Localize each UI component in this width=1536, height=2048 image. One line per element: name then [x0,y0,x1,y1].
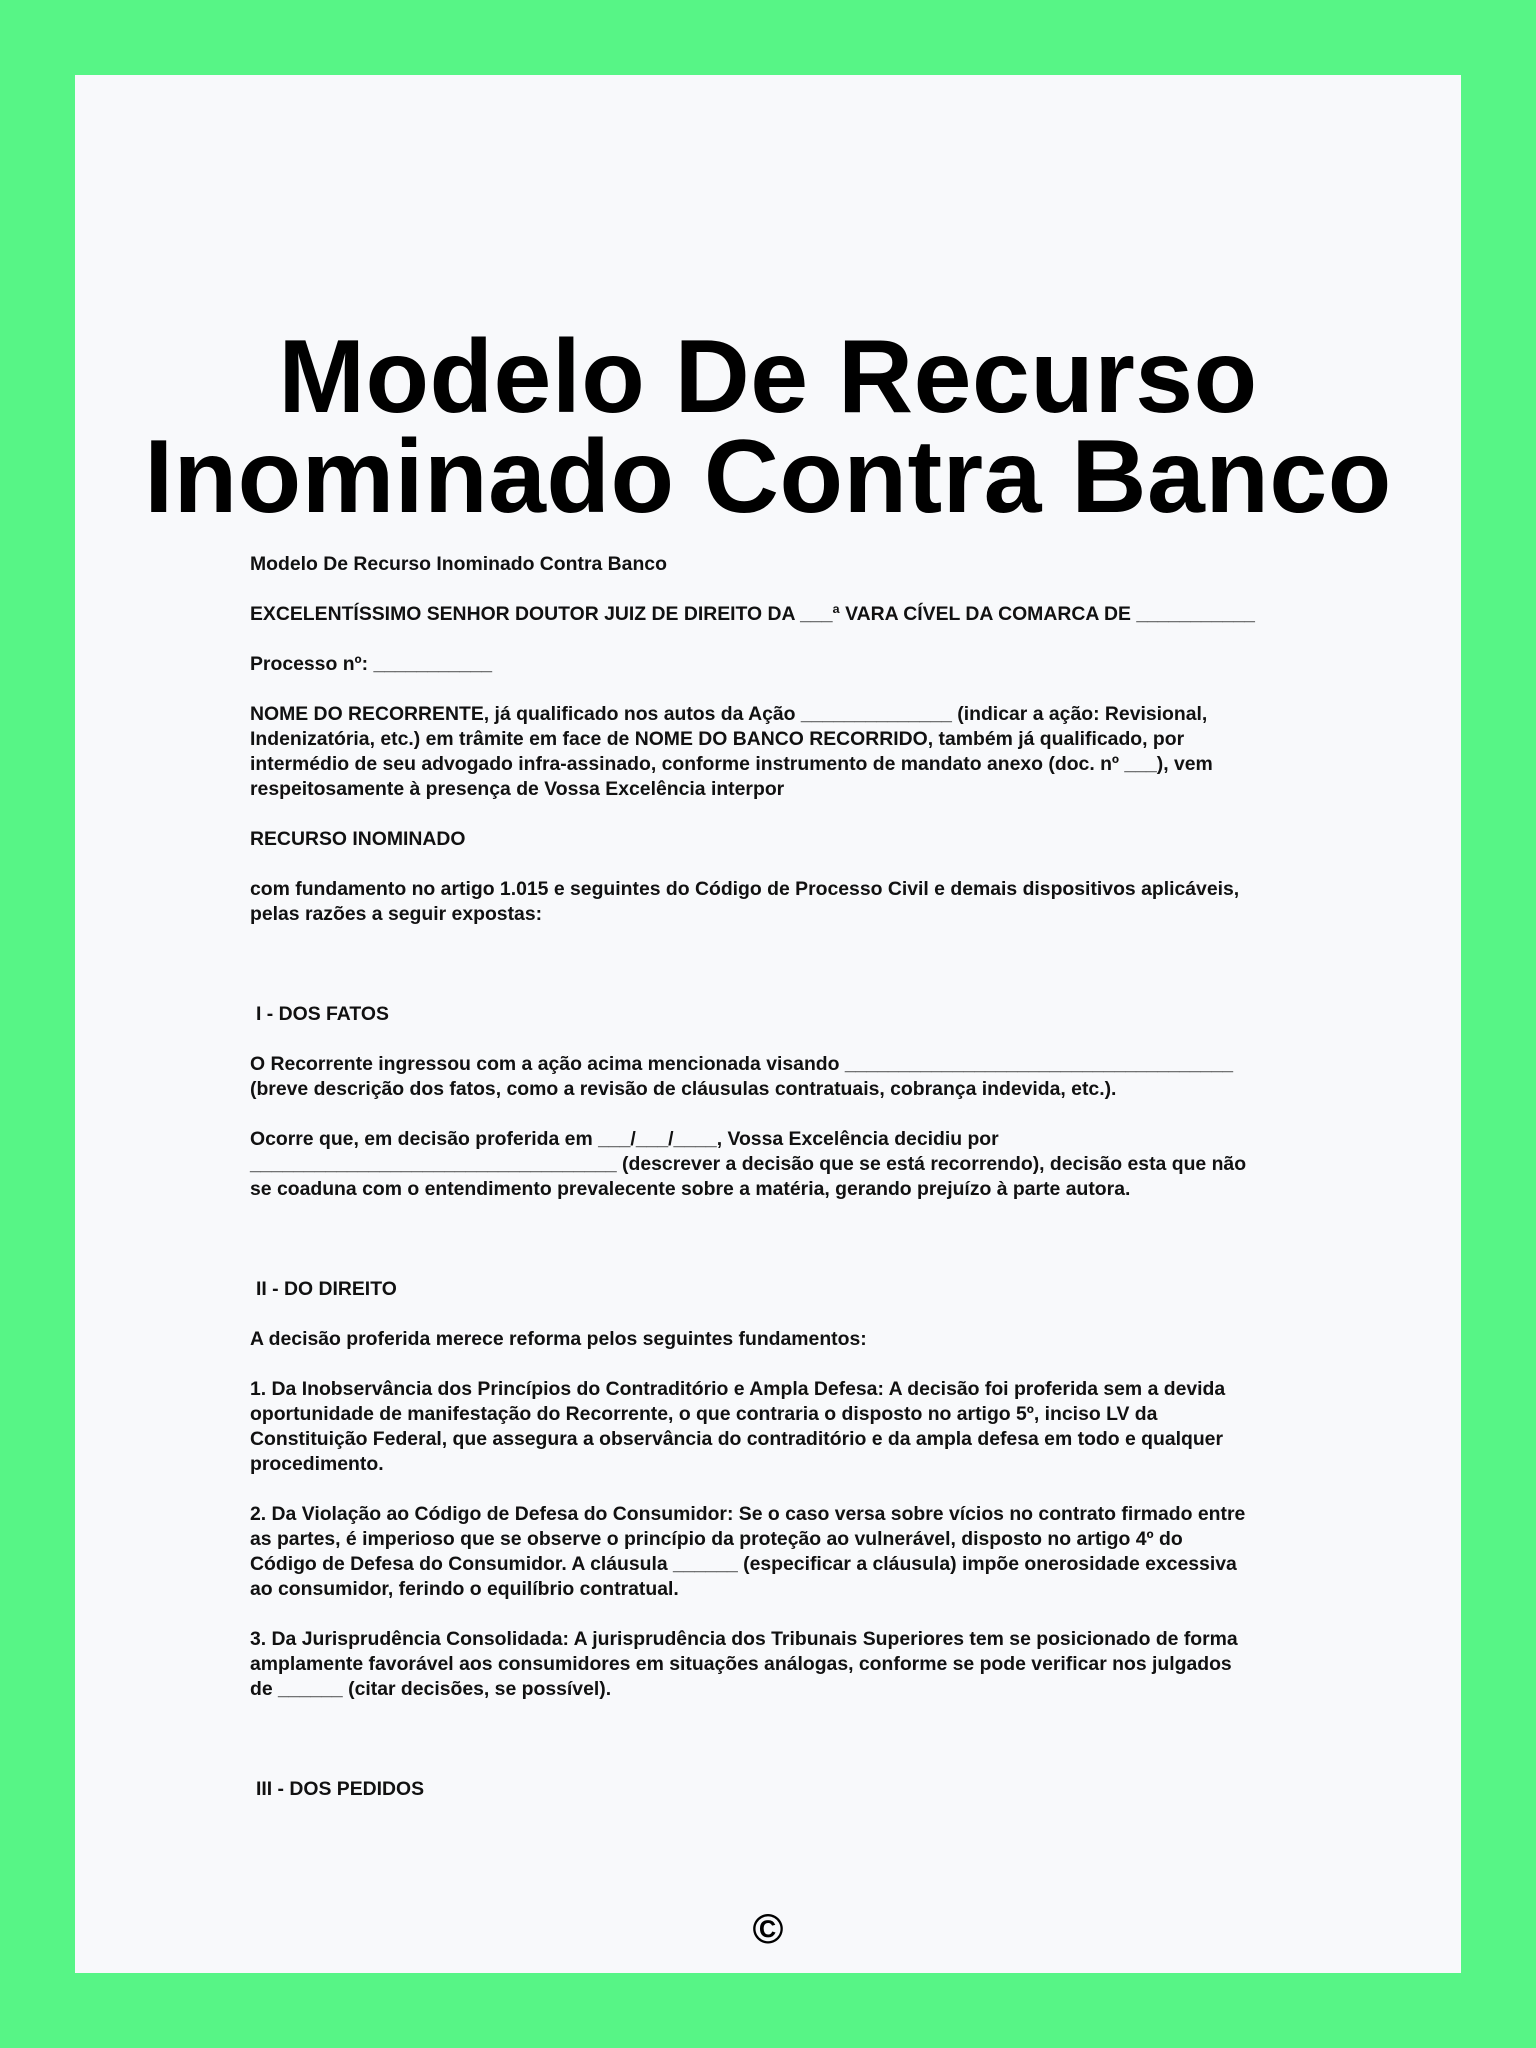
intro-paragraph: NOME DO RECORRENTE, já qualificado nos autos da Ação ______________ (indicar a ação: Revisional, Indenizatória, etc.) em trâmite em face de NOME DO BANCO RECORRIDO, também já qualificado, por intermédio de seu advogado infra-assinado, conforme instrumento de mandato anexo (doc. nº ___), vem respeitosamente à presença de Vossa Excelência interpor [250,703,1213,800]
section-heading-direito: II - DO DIREITO [256,1278,397,1300]
title-line-2: Inominado Contra Banco [144,419,1392,535]
document-page [75,75,1461,1973]
direito-item-2: 2. Da Violação ao Código de Defesa do Consumidor: Se o caso versa sobre vícios no contrato firmado entre as partes, é imperioso que se observe o princípio da proteção ao vulnerável, disposto no artigo 4º do Código de Defesa do Consumidor. A cláusula ______ (especificar a cláusula) impõe onerosidade excessiva ao consumidor, ferindo o equilíbrio contratual. [250,1503,1246,1600]
title-line-1: Modelo De Recurso [278,319,1258,435]
fatos-paragraph-1: O Recorrente ingressou com a ação acima mencionada visando ____________________________________ (breve descrição dos fatos, como a revisão de cláusulas contratuais, cobrança indevida, etc.). [250,1053,1234,1100]
fatos-paragraph-2: Ocorre que, em decisão proferida em ___/___/____, Vossa Excelência decidiu por __________________________________ (descrever a decisão que se está recorrendo), decisão esta que não se coaduna com o entendimento prevalecente sobre a matéria, gerando prejuízo à parte autora. [250,1128,1247,1200]
fundamento-paragraph: com fundamento no artigo 1.015 e seguintes do Código de Processo Civil e demais dispositivos aplicáveis, pelas razões a seguir expostas: [250,878,1240,925]
section-heading-fatos: I - DOS FATOS [256,1003,389,1025]
section-heading-pedidos: III - DOS PEDIDOS [256,1778,425,1800]
doc-name: Modelo De Recurso Inominado Contra Banco [250,553,667,575]
direito-item-3: 3. Da Jurisprudência Consolidada: A jurisprudência dos Tribunais Superiores tem se posicionado de forma amplamente favorável aos consumidores em situações análogas, conforme se pode verificar nos julgados de ______ (citar decisões, se possível). [250,1628,1238,1700]
document-title [75,319,1461,535]
direito-item-1: 1. Da Inobservância dos Princípios do Contraditório e Ampla Defesa: A decisão foi proferida sem a devida oportunidade de manifestação do Recorrente, o que contraria o disposto no artigo 5º, inciso LV da Constituição Federal, que assegura a observância do contraditório e da ampla defesa em todo e qualquer procedimento. [250,1378,1226,1475]
recurso-heading: RECURSO INOMINADO [250,828,466,850]
addressee: EXCELENTÍSSIMO SENHOR DOUTOR JUIZ DE DIREITO DA ___ª VARA CÍVEL DA COMARCA DE ___________ [250,603,1255,625]
document-body [250,552,1370,1802]
direito-intro: A decisão proferida merece reforma pelos seguintes fundamentos: [250,1328,867,1350]
process-number: Processo nº: ___________ [250,653,493,675]
copyright-icon: © [752,1905,784,1952]
